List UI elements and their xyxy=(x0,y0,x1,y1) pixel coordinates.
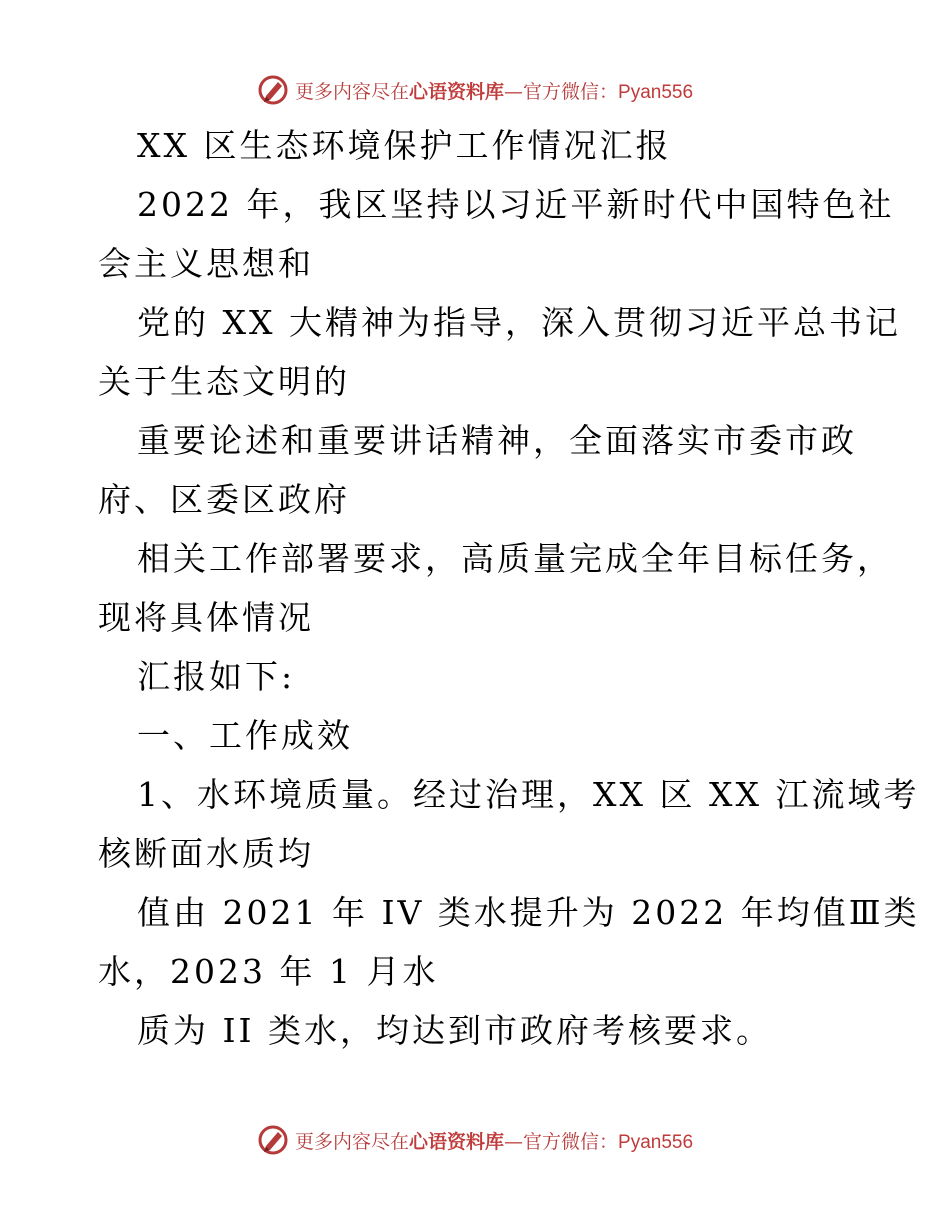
watermark-suffix: 官方微信： xyxy=(523,1130,619,1153)
footer-watermark xyxy=(0,1120,950,1160)
pen-logo-icon xyxy=(257,1124,289,1156)
watermark-prefix: 更多内容尽在 xyxy=(294,80,409,103)
watermark-suffix: 官方微信： xyxy=(523,80,619,103)
watermark-prefix: 更多内容尽在 xyxy=(294,1130,409,1153)
paragraph-line: 现将具体情况 xyxy=(98,598,314,637)
watermark-brand: 心语资料库 xyxy=(408,1130,504,1153)
paragraph-line: 值由 2021 年 IV 类水提升为 2022 年均值Ⅲ类 xyxy=(137,893,920,932)
paragraph-line: 核断面水质均 xyxy=(98,834,314,873)
watermark-text xyxy=(295,77,693,104)
paragraph-line: 1、水环境质量。经过治理，XX 区 XX 江流域考 xyxy=(137,775,920,814)
paragraph-line: 府、区委区政府 xyxy=(98,480,350,519)
watermark-handle: Pyan556 xyxy=(618,1131,694,1153)
watermark-dash: — xyxy=(504,1130,523,1153)
paragraph-line: 党的 XX 大精神为指导，深入贯彻习近平总书记 xyxy=(137,303,901,342)
paragraph-line: 会主义思想和 xyxy=(98,244,314,283)
watermark-text xyxy=(295,1127,693,1154)
watermark-handle: Pyan556 xyxy=(618,81,694,103)
pen-logo-icon xyxy=(257,74,289,106)
paragraph-line: 重要论述和重要讲话精神，全面落实市委市政 xyxy=(137,421,857,460)
paragraph-line: 相关工作部署要求，高质量完成全年目标任务， xyxy=(137,539,893,578)
section-heading: 一、工作成效 xyxy=(137,716,353,755)
paragraph-line: 水，2023 年 1 月水 xyxy=(98,952,439,991)
paragraph-line: 汇报如下: xyxy=(137,657,296,696)
watermark-dash: — xyxy=(504,80,523,103)
paragraph-line: 质为 II 类水，均达到市政府考核要求。 xyxy=(137,1011,773,1050)
paragraph-line: 关于生态文明的 xyxy=(98,362,350,401)
header-watermark xyxy=(0,70,950,110)
document-title: XX 区生态环境保护工作情况汇报 xyxy=(137,126,672,165)
watermark-brand: 心语资料库 xyxy=(408,80,504,103)
paragraph-line: 2022 年，我区坚持以习近平新时代中国特色社 xyxy=(137,185,895,224)
